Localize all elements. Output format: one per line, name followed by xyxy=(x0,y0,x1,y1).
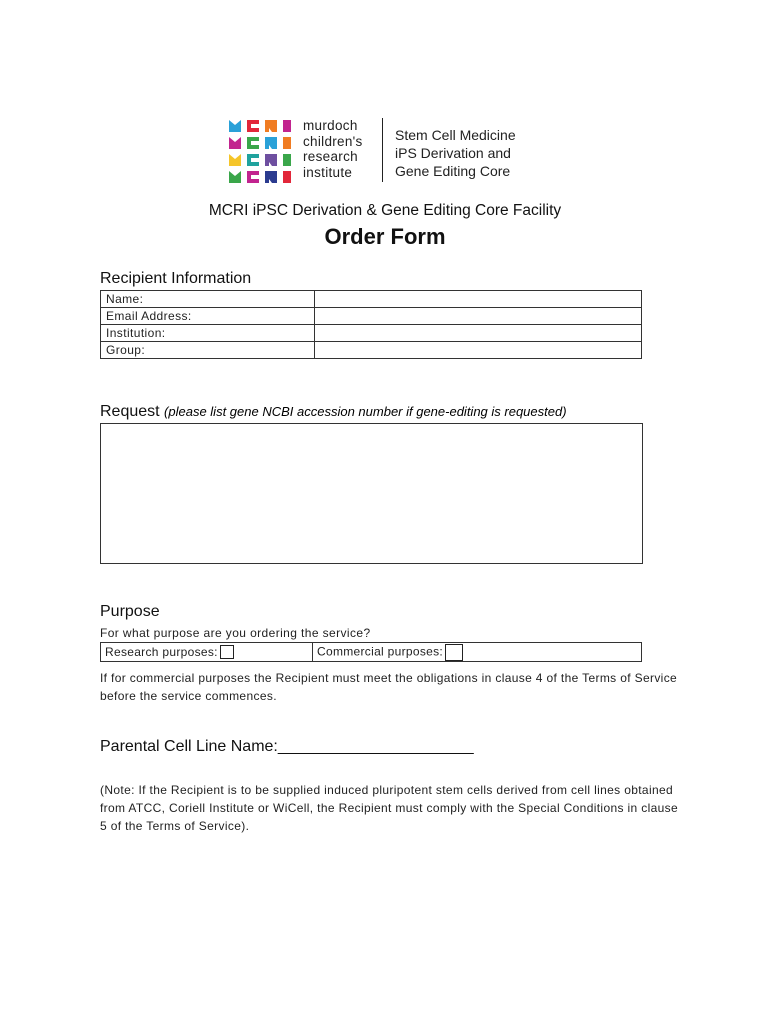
commercial-label: Commercial purposes: xyxy=(317,644,444,659)
research-checkbox[interactable] xyxy=(220,645,234,659)
email-field[interactable] xyxy=(315,308,642,325)
request-heading: Request xyxy=(100,403,160,420)
email-label: Email Address: xyxy=(101,308,315,325)
request-note: (please list gene NCBI accession number if gene-editing is requested) xyxy=(164,404,567,419)
commercial-checkbox[interactable] xyxy=(445,644,463,661)
purpose-question: For what purpose are you ordering the service? xyxy=(100,626,371,640)
facility-name: MCRI iPSC Derivation & Gene Editing Core Facility xyxy=(208,202,562,219)
recipient-heading: Recipient Information xyxy=(100,270,252,287)
department-line: Stem Cell Medicine xyxy=(395,127,516,143)
org-name xyxy=(303,118,363,180)
logo-divider xyxy=(382,118,383,182)
institution-field[interactable] xyxy=(315,325,642,342)
terms-note xyxy=(100,781,680,835)
commercial-note-line: If for commercial purposes the Recipient must meet the obligations in clause 4 of the Terms of Service xyxy=(100,671,678,685)
table-row xyxy=(101,308,642,325)
department-line: Gene Editing Core xyxy=(395,163,511,179)
department-name xyxy=(395,126,516,180)
research-label: Research purposes: xyxy=(105,644,218,659)
institution-label: Institution: xyxy=(101,325,315,342)
group-label: Group: xyxy=(101,342,315,359)
org-name-line: research xyxy=(303,149,358,164)
table-row xyxy=(101,643,642,662)
table-row xyxy=(101,291,642,308)
org-name-line: institute xyxy=(303,164,353,180)
terms-note-line: 5 of the Terms of Service). xyxy=(100,819,250,833)
org-name-line: murdoch xyxy=(303,118,358,133)
purpose-heading: Purpose xyxy=(100,603,160,620)
commercial-cell xyxy=(313,643,642,662)
terms-note-line: (Note: If the Recipient is to be supplied induced pluripotent stem cells derived from cell lines obtained xyxy=(100,783,674,797)
request-heading-line xyxy=(100,403,567,421)
name-label: Name: xyxy=(101,291,315,308)
research-cell xyxy=(101,643,313,662)
page-title: Order Form xyxy=(324,224,446,249)
parental-cell-line-field[interactable]: Parental Cell Line Name:______________________ xyxy=(100,738,474,755)
terms-note-line: from ATCC, Coriell Institute or WiCell, the Recipient must comply with the Special Conditions in clause xyxy=(100,801,679,815)
name-field[interactable] xyxy=(315,291,642,308)
recipient-table xyxy=(100,290,642,359)
request-textarea[interactable] xyxy=(100,423,643,564)
table-row xyxy=(101,342,642,359)
commercial-note-line: before the service commences. xyxy=(100,689,277,703)
mcri-logo xyxy=(229,118,519,184)
department-line: iPS Derivation and xyxy=(395,145,511,161)
purpose-table xyxy=(100,642,642,662)
group-field[interactable] xyxy=(315,342,642,359)
commercial-note xyxy=(100,669,680,705)
table-row xyxy=(101,325,642,342)
org-name-line: children's xyxy=(303,133,363,149)
mcri-logo-mark xyxy=(229,118,299,184)
